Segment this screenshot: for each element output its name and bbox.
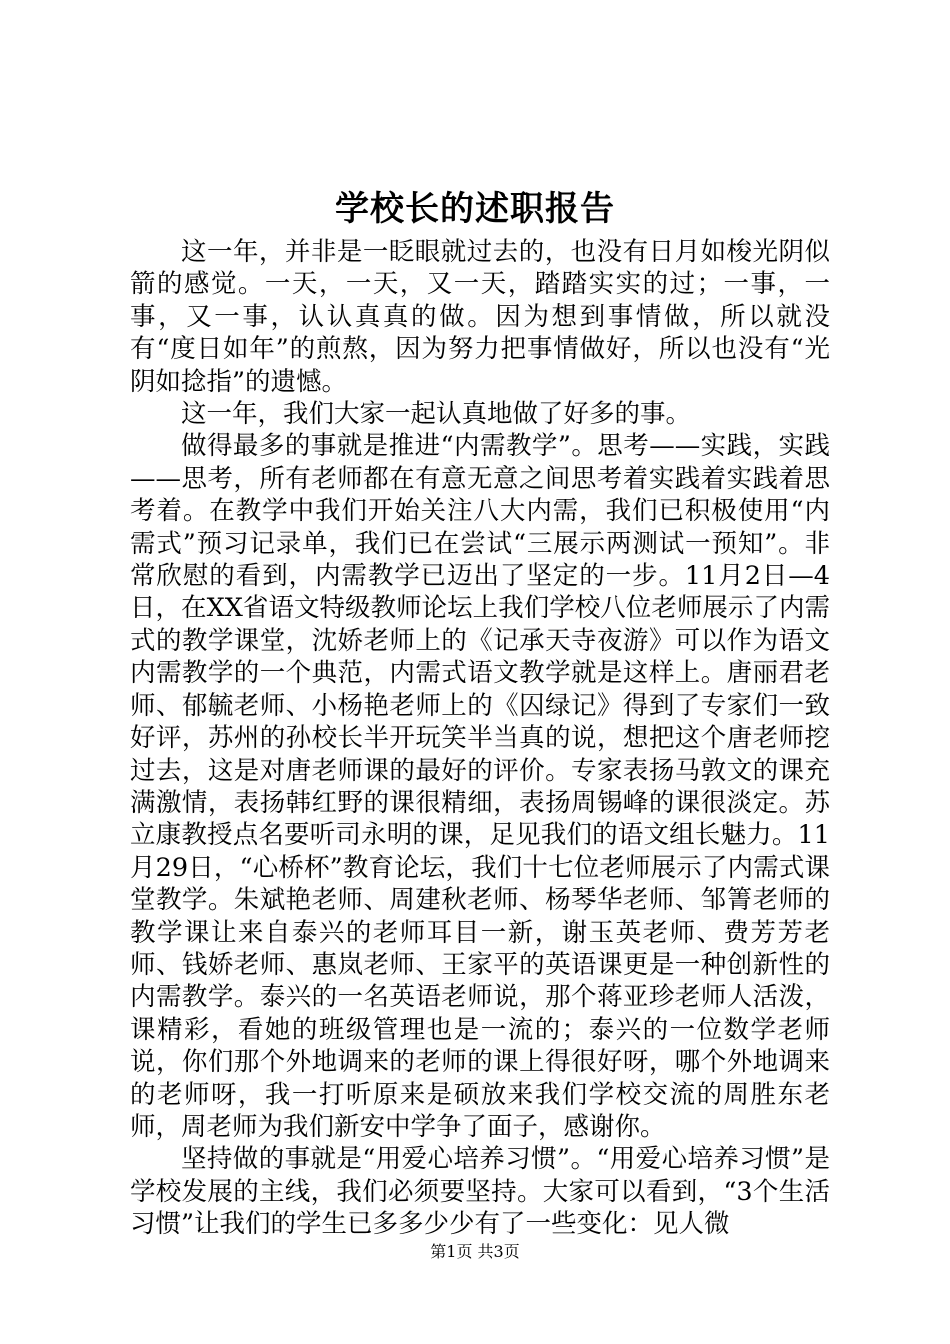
paragraph: 这一年，并非是一眨眼就过去的，也没有日月如梭光阴似箭的感觉。一天，一天，又一天，踏踏实实的过；一事，一事，又一事，认认真真的做。因为想到事情做，所以就没有“度日如年”的煎熬，因为努力把事情做好，所以也没有“光阴如捻指”的遗憾。	[130, 237, 830, 397]
document-body	[130, 236, 830, 1241]
paragraph: 坚持做的事就是“用爱心培养习惯”。“用爱心培养习惯”是学校发展的主线，我们必须要坚持。大家可以看到，“3个生活习惯”让我们的学生已多多少少有了一些变化：见人微	[130, 1144, 830, 1240]
document-title: 学校长的述职报告	[335, 189, 615, 229]
paragraph: 这一年，我们大家一起认真地做了好多的事。	[181, 399, 692, 430]
paragraph: 做得最多的事就是推进“内需教学”。思考——实践，实践——思考，所有老师都在有意无意之间思考着实践着实践着思考着。在教学中我们开始关注八大内需，我们已积极使用“内需式”预习记录单，我们已在尝试“三展示两测试一预知”。非常欣慰的看到，内需教学已迈出了坚定的一步。11月2日—4日，在XX省语文特级教师论坛上我们学校八位老师展示了内需式的教学课堂，沈娇老师上的《记承天寺夜游》可以作为语文内需教学的一个典范，内需式语文教学就是这样上。唐丽君老师、郁毓老师、小杨艳老师上的《囚绿记》得到了专家们一致好评，苏州的孙校长半开玩笑半当真的说，想把这个唐老师挖过去，这是对唐老师课的最好的评价。专家表扬马敦文的课充满激情，表扬韩红野的课很精细，表扬周锡峰的课很淡定。苏立康教授点名要听司永明的课，足见我们的语文组长魅力。11月29日，“心桥杯”教育论坛，我们十七位老师展示了内需式课堂教学。朱斌艳老师、周建秋老师、杨琴华老师、邹箐老师的教学课让来自泰兴的老师耳目一新，谢玉英老师、费芳芳老师、钱娇老师、惠岚老师、王家平的英语课更是一种创新性的内需教学。泰兴的一名英语老师说，那个蒋亚珍老师人活泼，课精彩，看她的班级管理也是一流的；泰兴的一位数学老师说，你们那个外地调来的老师的课上得很好呀，哪个外地调来的老师呀，我一打听原来是硕放来我们学校交流的周胜东老师，周老师为我们新安中学争了面子，感谢你。	[130, 431, 830, 1142]
page-footer: 第1页 共3页	[430, 1242, 520, 1261]
